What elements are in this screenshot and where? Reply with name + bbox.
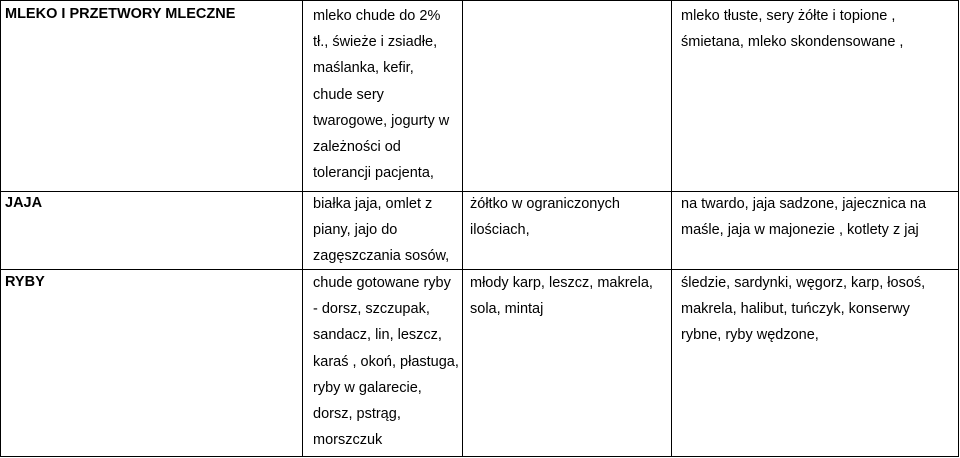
table-border-bottom: [0, 456, 959, 457]
row-recommended-eggs: białka jaja, omlet z piany, jajo do zagęszczania sosów,: [313, 196, 450, 265]
row-limited-eggs: żółtko w ograniczonych ilościach,: [470, 196, 620, 239]
excluded-line: śledzie, sardynki, węgorz, karp, łosoś,: [681, 275, 926, 291]
excluded-line: śmietana, mleko skondensowane ,: [681, 34, 904, 51]
row-category-fish: RYBY: [5, 274, 45, 290]
row-excluded-fish: [681, 270, 947, 349]
row-category-dairy: MLEKO I PRZETWORY MLECZNE: [5, 6, 236, 22]
excluded-line: makrela, halibut, tuńczyk, konserwy: [681, 301, 910, 318]
row-recommended-fish: chude gotowane ryby - dorsz, szczupak, sandacz, lin, leszcz, karaś , okoń, płastuga, ryby w galarecie, dorsz, pstrąg, morszczuk: [313, 275, 459, 449]
row-limited-fish: młody karp, leszcz, makrela, sola, mintaj: [470, 275, 653, 318]
row-excluded-eggs: [681, 191, 947, 243]
excluded-line: rybne, ryby wędzone,: [681, 327, 819, 344]
excluded-line: mleko tłuste, sery żółte i topione ,: [681, 8, 896, 24]
excluded-line: maśle, jaja w majonezie , kotlety z jaj: [681, 222, 919, 239]
row-excluded-dairy: [681, 3, 947, 55]
row-category-eggs: JAJA: [5, 195, 43, 211]
column-divider-1: [302, 0, 303, 456]
row-recommended-dairy: mleko chude do 2% tł., świeże i zsiadłe, maślanka, kefir, chude sery twarogowe, jogurty w zależności od tolerancji pacjenta,: [313, 8, 450, 182]
table-border-top: [0, 0, 959, 1]
table-border-right: [958, 0, 959, 456]
excluded-line: na twardo, jaja sadzone, jajecznica na: [681, 196, 927, 212]
column-divider-3: [671, 0, 672, 456]
table-border-left: [0, 0, 1, 456]
